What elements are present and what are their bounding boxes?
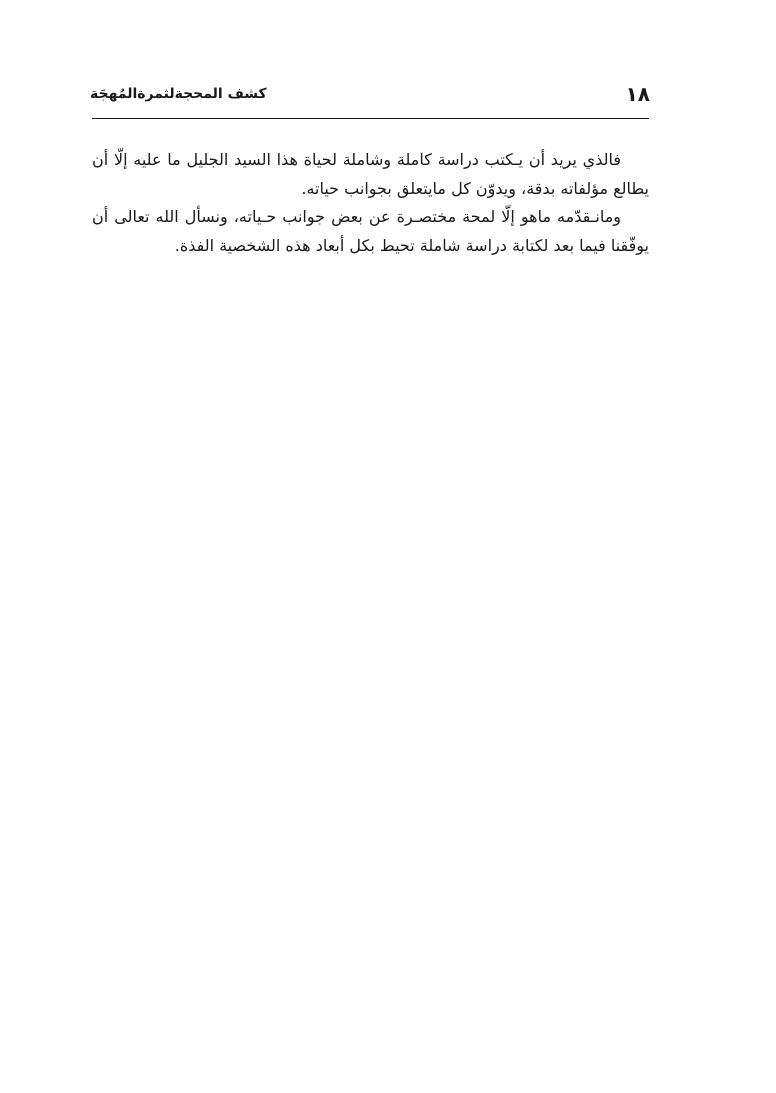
body-text <box>92 146 649 260</box>
page-number: ١٨ <box>625 82 650 106</box>
running-title: كشف المحجةلثمرةالمُهجَة <box>90 86 267 102</box>
page-header <box>90 78 650 112</box>
paragraph-1: فالذي يريد أن يـكتب دراسة كاملة وشاملة لحياة هذا السيد الجليل ما عليه إلّا أن يطالع مؤلفاته بدقة، ويدوّن كل مايتعلق بجوانب حياته. <box>92 150 649 198</box>
paragraph-2: ومانـقدّمه ماهو إلّا لمحة مختصـرة عن بعض جوانب حـياته، ونسأل الله تعالى أن يوفّقنا فيما بعد لكتابة دراسة شاملة تحيط بكل أبعاد هذه الشخصية الفذة. <box>92 207 649 255</box>
header-divider <box>92 118 649 119</box>
